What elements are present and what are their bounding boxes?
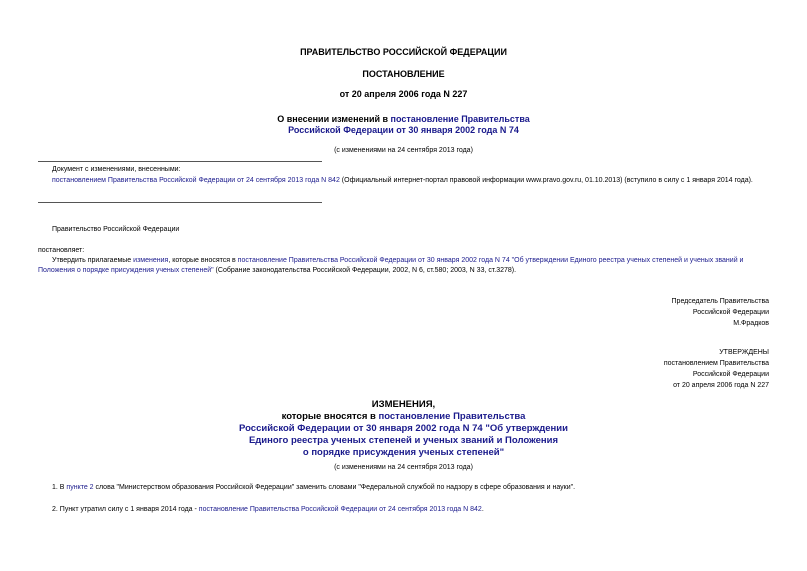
doc-date: от 20 апреля 2006 года N 227 bbox=[339, 89, 468, 99]
approved-line-3: Российской Федерации bbox=[692, 371, 769, 378]
changes-label: Документ с изменениями, внесенными: bbox=[52, 166, 181, 173]
doc-title bbox=[0, 114, 807, 136]
changes-title: ИЗМЕНЕНИЯ, bbox=[371, 399, 436, 410]
item1-end: слова "Министерством образования Российской Федерации" заменить словами "Федеральной службой по надзору в сфере образования и науки". bbox=[93, 484, 576, 491]
item2-end: . bbox=[481, 506, 484, 513]
item1-start: 1. В bbox=[52, 484, 67, 491]
changes-link-3[interactable]: Единого реестра ученых степеней и ученых званий и Положения bbox=[248, 435, 559, 446]
p1-end: (Собрание законодательства Российской Федерации, 2002, N 6, ст.580; 2003, N 33, ст.3278). bbox=[213, 267, 517, 274]
change-item-1 bbox=[52, 483, 575, 493]
revision-note: (с изменениями на 24 сентября 2013 года) bbox=[334, 147, 473, 154]
changes-link-2[interactable]: Российской Федерации от 30 января 2002 года N 74 "Об утверждении bbox=[239, 423, 568, 434]
approval-block bbox=[664, 347, 769, 391]
signature-line-1: Председатель Правительства bbox=[671, 298, 769, 305]
doc-type: ПОСТАНОВЛЕНИЕ bbox=[362, 69, 445, 79]
changes-text bbox=[38, 176, 773, 186]
divider-bottom bbox=[38, 202, 322, 203]
changes-tail: (Официальный интернет-портал правовой информации www.pravo.gov.ru, 01.10.2013) (вступило в силу с 1 января 2014 bbox=[339, 177, 733, 184]
changes-subtitle-prefix: которые вносятся в bbox=[281, 411, 379, 422]
paragraph-1 bbox=[38, 256, 773, 276]
change-item-2 bbox=[52, 505, 484, 515]
resolves-text: постановляет: bbox=[38, 247, 85, 254]
item1-link[interactable]: пункте 2 bbox=[66, 484, 94, 491]
approved-line-1: УТВЕРЖДЕНЫ bbox=[719, 349, 769, 356]
changes-link-4[interactable]: о порядке присуждения ученых степеней" bbox=[302, 447, 505, 458]
p1-mid: , которые вносятся в bbox=[168, 257, 238, 264]
changes-link-1[interactable]: постановление Правительства bbox=[378, 411, 526, 422]
changes-link[interactable]: постановлением Правительства Российской Федерации от 24 сентября 2013 года N 842 bbox=[52, 177, 340, 184]
approved-line-2: постановлением Правительства bbox=[663, 360, 769, 367]
org-name: ПРАВИТЕЛЬСТВО РОССИЙСКОЙ ФЕДЕРАЦИИ bbox=[300, 47, 507, 57]
p1-link-resolution[interactable]: постановление Правительства Российской Федерации от 30 января 2002 года N 74 "Об утверждении Единого реестра ученых степеней и ученых званий и bbox=[237, 257, 744, 264]
changes-tail2: года). bbox=[734, 177, 753, 184]
signature-line-3: М.Фрадков bbox=[733, 320, 769, 327]
item2-start: 2. Пункт утратил силу с 1 января 2014 года - bbox=[52, 506, 199, 513]
signature bbox=[672, 296, 769, 329]
approved-line-4: от 20 апреля 2006 года N 227 bbox=[673, 382, 769, 389]
title-prefix: О внесении изменений в bbox=[277, 114, 391, 124]
government-text: Правительство Российской Федерации bbox=[52, 226, 180, 233]
title-link-1[interactable]: постановление Правительства bbox=[390, 114, 530, 124]
changes-revision-note: (с изменениями на 24 сентября 2013 года) bbox=[334, 464, 473, 471]
p1-start: Утвердить прилагаемые bbox=[52, 257, 134, 264]
divider-top bbox=[38, 161, 322, 162]
title-link-2[interactable]: Российской Федерации от 30 января 2002 года N 74 bbox=[288, 125, 519, 135]
p1-link-resolution-2[interactable]: Положения о порядке присуждения ученых степеней" bbox=[38, 267, 214, 274]
p1-link-changes[interactable]: изменения bbox=[133, 257, 169, 264]
signature-line-2: Российской Федерации bbox=[692, 309, 769, 316]
item2-link[interactable]: постановление Правительства Российской Федерации от 24 сентября 2013 года N 842 bbox=[198, 506, 482, 513]
changes-heading bbox=[0, 399, 807, 459]
